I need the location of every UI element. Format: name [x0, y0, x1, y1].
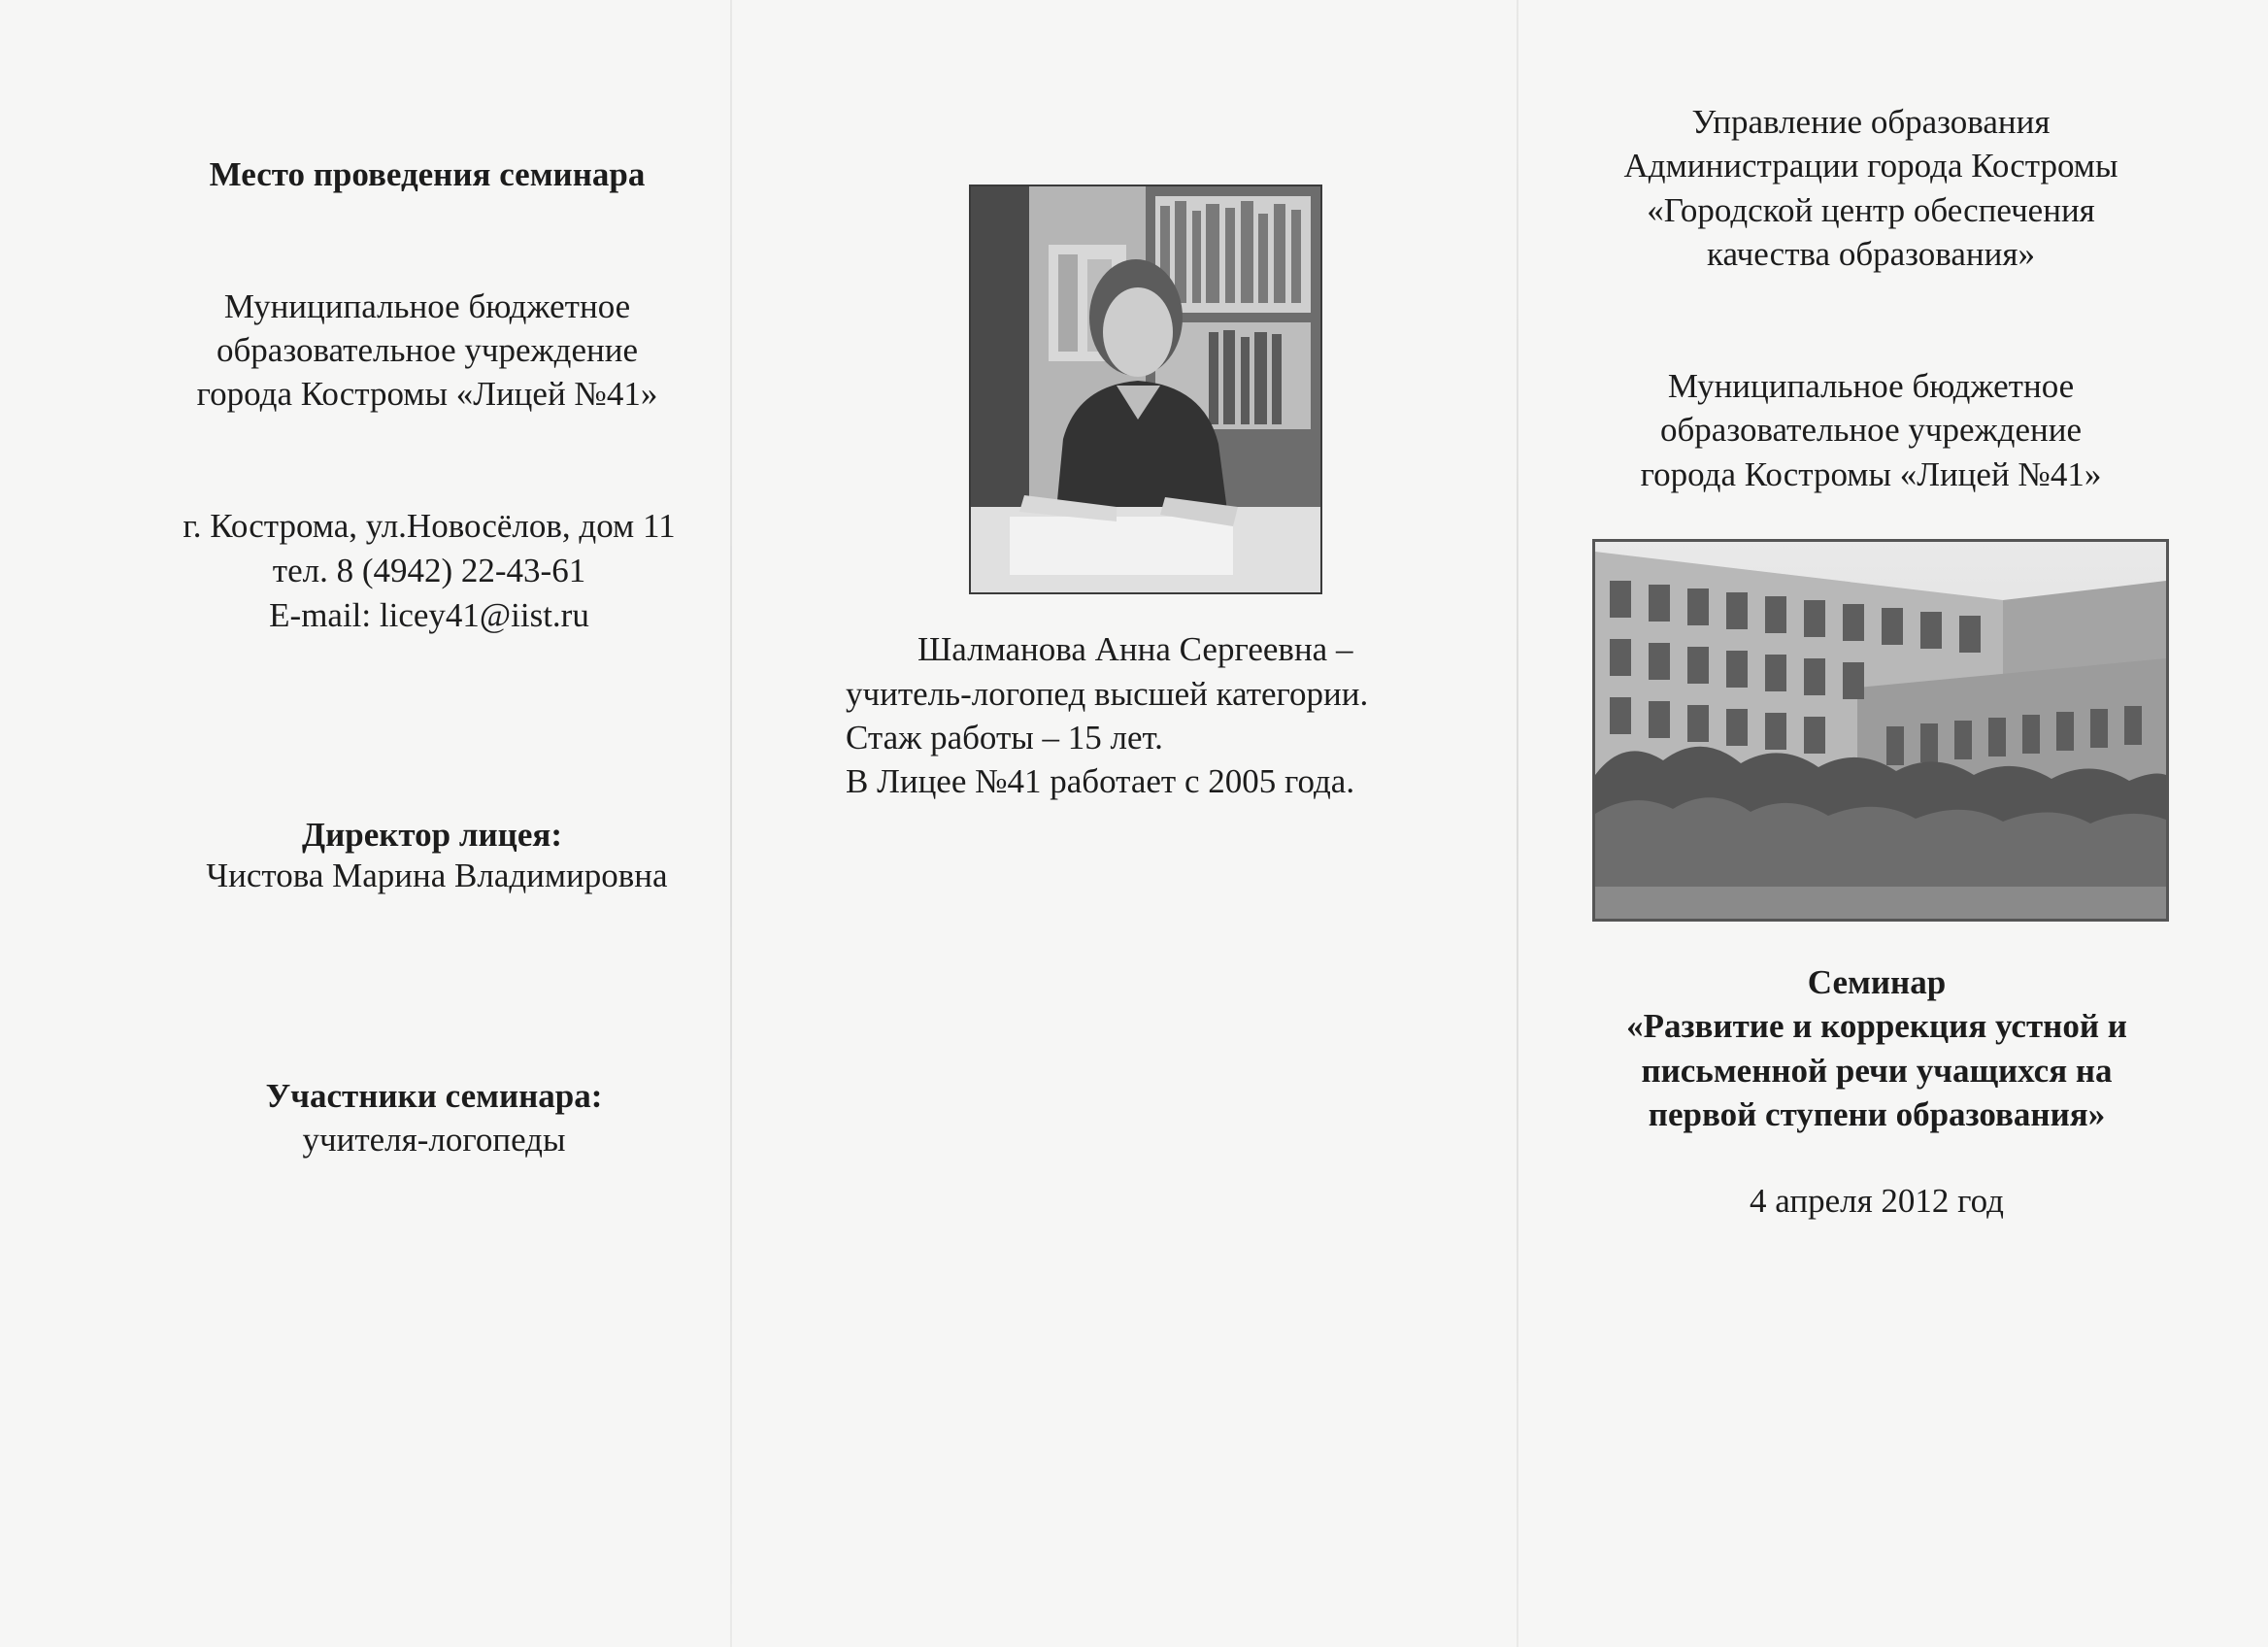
- participants-text: учителя-логопеды: [302, 1121, 566, 1159]
- right-institution-line-1: Муниципальное бюджетное: [1667, 367, 2075, 405]
- director-name: Чистова Марина Владимировна: [206, 857, 668, 894]
- seminar-title-line-2: письменной речи учащихся на: [1641, 1052, 2113, 1090]
- fold-line-right: [1517, 0, 1518, 1647]
- venue-heading: Место проведения семинара: [209, 155, 646, 193]
- venue-institution-line-3: города Костромы «Лицей №41»: [196, 375, 658, 413]
- authority-line-1: Управление образования: [1691, 103, 2051, 141]
- authority-line-2: Администрации города Костромы: [1623, 147, 2118, 185]
- teacher-role: учитель-логопед высшей категории.: [846, 675, 1369, 713]
- director-heading: Директор лицея:: [302, 816, 562, 854]
- authority-line-3: «Городской центр обеспечения: [1647, 191, 2095, 229]
- teacher-works-since: В Лицее №41 работает с 2005 года.: [846, 762, 1355, 800]
- authority-line-4: качества образования»: [1707, 235, 2035, 273]
- seminar-heading: Семинар: [1807, 963, 1947, 1001]
- seminar-title-line-1: «Развитие и коррекция устной и: [1626, 1007, 2127, 1045]
- fold-line-left: [730, 0, 732, 1647]
- school-building-photo: [1592, 539, 2169, 922]
- venue-institution-line-2: образовательное учреждение: [216, 331, 639, 369]
- seminar-date: 4 апреля 2012 год: [1750, 1182, 2004, 1220]
- venue-institution-line-1: Муниципальное бюджетное: [223, 287, 631, 325]
- teacher-experience: Стаж работы – 15 лет.: [846, 719, 1163, 756]
- right-institution-line-2: образовательное учреждение: [1659, 411, 2083, 449]
- venue-email: E-mail: licey41@iist.ru: [269, 596, 589, 634]
- seminar-title-line-3: первой ступени образования»: [1648, 1095, 2106, 1133]
- participants-heading: Участники семинара:: [265, 1077, 603, 1115]
- right-institution-line-3: города Костромы «Лицей №41»: [1640, 455, 2102, 493]
- venue-phone: тел. 8 (4942) 22-43-61: [272, 552, 586, 589]
- teacher-portrait-photo: [969, 185, 1322, 594]
- teacher-name-line: Шалманова Анна Сергеевна –: [917, 630, 1353, 668]
- venue-address: г. Кострома, ул.Новосёлов, дом 11: [183, 507, 676, 545]
